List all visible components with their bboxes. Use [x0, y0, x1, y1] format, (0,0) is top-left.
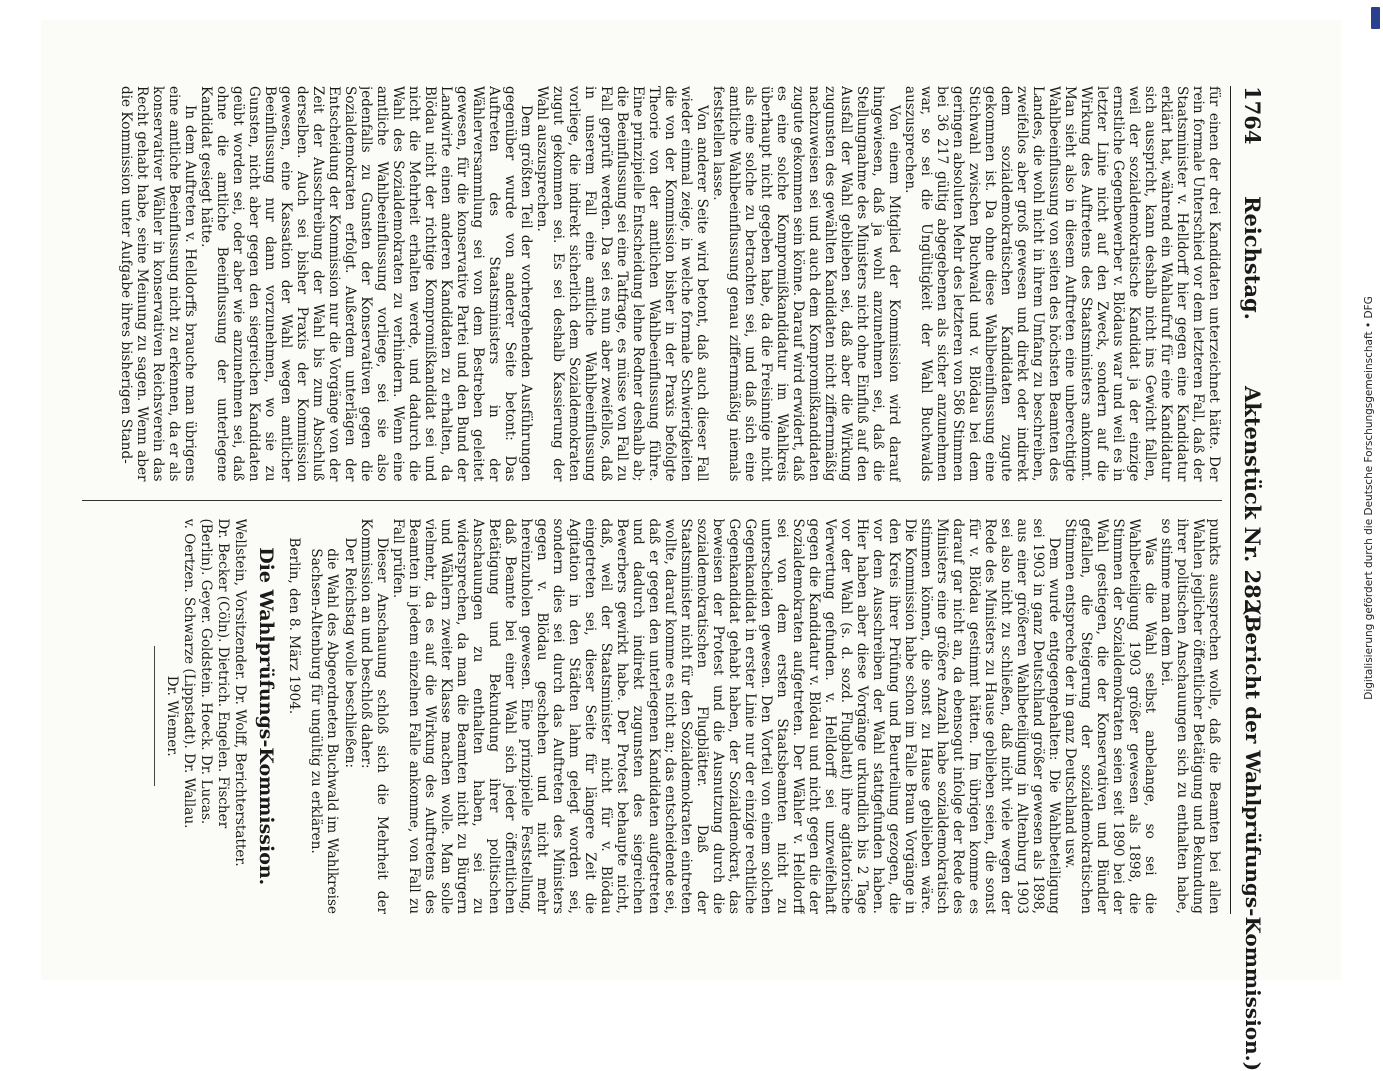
header-reichstag: Reichstag.	[1240, 196, 1265, 320]
signers-list	[163, 519, 248, 915]
paragraph: Dieser Anschauung schloß sich die Mehrheit der Kommission an und beschloß daher:	[358, 518, 390, 914]
text-columns	[82, 86, 1222, 914]
column-left	[82, 86, 1222, 482]
dfg-logo-icon	[1371, 7, 1380, 29]
paragraph: Was die Wahl selbst anbelange, so sei die Wahlbeteiligung 1903 größer gewesen als 1898, die Stimmen der Sozialdemokraten seien seit 1890 bei der Wahl gestiegen, die der Konservativen und Bündler gefallen, die Steigerung der sozialdemokratischen Stimmen entspreche der in ganz Deutschland usw.	[1062, 518, 1158, 914]
column-right	[82, 519, 1222, 915]
signer-line: Dr. Becker (Cöln). Dietrich. Engelen. Fischer	[215, 518, 231, 829]
closing-rule	[154, 646, 155, 786]
paragraph: Dem größten Teil der vorhergehenden Ausführungen gegenüber wurde von anderer Seite betont: Das Auftreten des Staatsministers in der Wählerversammlung sei von dem Bestreben geleitet gewesen, für die konservative Partei und den Bund der Landwirte einen anderen Kandidaten zu erhalten, da Blödau nicht der richtige Kompromißkandidat sei und nicht die Mehrheit erhalten werde, und dadurch die Wahl des Sozialdemokraten zu verhindern. Wenn eine amtliche Wahlbeeinflussung vorliege, sei sie also jedenfalls zu Gunsten der Konservativen gegen die Sozialdemokraten erfolgt. Außerdem unterlägen der Entscheidung der Kommission nur die Vorgänge von der Zeit der Ausschreibung der Wahl bis zum Abschluß derselben. Auch sei bisher Praxis der Kommission gewesen, eine Kassation der Wahl wegen amtlicher Beeinflussung nur dann vorzunehmen, wo sie zu Gunsten, nicht aber gegen den siegreichen Kandidaten geübt worden sei, oder aber wie anzunehmen sei, daß ohne die amtliche Beeinflussung der unterlegene Kandidat gesiegt hätte.	[198, 86, 534, 482]
signer-line: Dr. Wiemer.	[164, 675, 180, 757]
digitization-note: Digitalisierung gefördert durch die Deutsche Forschungsgemeinschaft • DFG	[1363, 296, 1375, 700]
column-divider	[82, 500, 1222, 501]
header-aktenstueck: Aktenstück Nr. 282.	[1240, 386, 1265, 621]
document-page	[41, 20, 1341, 1071]
header-report-title: (Bericht der Wahlprüfungs-Kommission.)	[1241, 606, 1265, 1071]
paragraph: Von anderer Seite wird betont, daß auch dieser Fall wieder einmal zeige, in welche formale Schwierigkeiten die von der Kommission bisher in der Praxis befolgte Theorie von der amtlichen Wahlbeeinflussung führe. Eine prinzipielle Entscheidung lehne Redner deshalb ab; die Beeinflussung sei eine Tatfrage, es müsse von Fall zu Fall geprüft werden. Da sei es nun aber zweifellos, daß in unserem Fall eine amtliche Wahlbeeinflussung vorliege, die indirekt sicherlich dem Sozialdemokraten zugut gekommen sei. Es sei deshalb Kassierung der Wahl auszusprechen.	[534, 86, 710, 482]
signer-line: v. Oertzen. Schwarze (Lippstadt). Dr. Wallau.	[181, 518, 197, 829]
paragraph: Dem wurde entgegengehalten: Die Wahlbeteiligung sei 1903 in ganz Deutschland größer gewesen als 1898, aus einer größeren Wahlbeteiligung in Altenburg 1903 sei also nicht zu schließen, daß nicht viele wegen der Rede des Ministers zu Hause geblieben seien, die sonst für v. Blödau gestimmt hätten. Im übrigen komme es darauf gar nicht an, da ebensogut infolge der Rede des Ministers eine größere Anzahl habe sozialdemokratisch stimmen können, die sonst zu Hause geblieben wäre. Die Kommission habe schon im Falle Braun Vorgänge in den Kreis ihrer Prüfung und Beurteilung gezogen, die vor dem Ausschreiben der Wahl stattgefunden haben. Hier haben aber diese Vorgänge urkundlich bis 2 Tage vor der Wahl (s. d. sozd. Flugblatt) ihre agitatorische Verwertung gefunden. v. Helldorff sei unzweifelhaft gegen die Kandidatur v. Blödau und nicht gegen die der Sozialdemokraten aufgetreten. Der Wähler v. Helldorff sei von dem ersten Staatsbeamten nicht zu unterscheiden gewesen. Den Vorteil von einem solchen Gegenkandidat in erster Linie nur der einzige rechtliche Gegenkandidat gehabt haben, der Sozialdemokrat, das beweisen der Protest und die Ausnutzung durch die sozialdemokratischen Flugblätter. Daß der Staatsminister nicht für den Sozialdemokraten eintreten wollte, darauf komme es nicht an; das entscheidende sei, daß er gegen den unterlegenen Kandidaten aufgetreten und dadurch indirekt zugunsten des siegreichen Bewerbers gewirkt habe. Der Protest behaupte nicht, daß, weil der Staatsminister nicht für v. Blödau eingetreten sei, dieser Seite für längere Zeit die Agitation in den Städten lahm gelegt worden sei, sondern dies sei durch das Auftreten des Ministers gegen v. Blödau geschehen und nicht mehr hereinzuholen gewesen. Eine prinzipielle Feststellung, daß Beamte bei einer Wahl sich jeder öffentlichen Betätigung und Bekundung ihrer politischen Anschauungen zu enthalten haben, sei zu widersprechen, da man die Beamten nicht zu Bürgern und Wählern zweiter Klasse machen wolle. Man solle vielmehr, da es auf die Wirkung des Auftretens des Beamten in jedem einzelnen Falle ankomme, von Fall zu Fall prüfen.	[390, 518, 1062, 914]
page-header	[1230, 86, 1271, 1071]
date-line: Berlin, den 8. März 1904.	[286, 537, 302, 715]
signer-line: (Berlin). Geyer. Goldstein. Hoeck. Dr. Lucas.	[198, 518, 214, 825]
page-number: 1764	[1240, 86, 1265, 145]
commission-heading: Die Wahlprüfungs-Kommission.	[255, 547, 277, 886]
paragraph: In dem Auftreten v. Helldorffs brauche man übrigens eine amtliche Beeinflussung nicht zu erkennen, da er als konservativer Wähler in konservativen Reichsverein das Recht gehabt habe, seine Meinung zu sagen. Wenn aber die Kommission unter Aufgabe ihres bisherigen Stand-	[118, 86, 198, 482]
paragraph: Von einem Mitglied der Kommission wird darauf hingewiesen, daß ja wohl anzunehmen sei, daß die Stellungnahme des Ministers nicht ohne Einfluß auf den Ausfall der Wahl geblieben sei, daß aber die Wirkung zugunsten des gewählten Kandidaten nicht ziffernmäßig nachzuweisen sei und auch dem Kompromißkandidaten zugute gekommen sein könne. Darauf wird erwidert, daß es eine solche Kompromißkandidatur im Wahlkreis überhaupt nicht gegeben habe, da die Freisinnige nicht als eine solche zu betrachten sei, und daß sich eine amtliche Wahlbeeinflussung genau ziffernmäßig niemals feststellen lasse.	[710, 86, 902, 482]
paragraph: punkts aussprechen wolle, daß die Beamten bei allen Wahlen jeglicher öffentlicher Betätigung und Bekundung ihrer politischen Anschauungen sich zu enthalten habe, so stimme man dem bei.	[1158, 518, 1222, 914]
signer-line: Wellstein, Vorsitzender. Dr. Wolff, Berichterstatter.	[232, 518, 248, 867]
resolution-text: die Wahl des Abgeordneten Buchwald im Wahlkreise Sachsen-Altenburg für ungültig zu erklären.	[308, 548, 340, 914]
resolution-intro: Der Reichstag wolle beschließen:	[342, 537, 358, 769]
paragraph: für einen der drei Kandidaten unterzeichnet hätte. Der rein formale Unterschied vor dem letzteren Fall, daß der Staatsminister v. Helldorff hier gegen eine Kandidatur erklärt hat, während ein Wahlaufruf für eine Kandidatur sich ausspricht, kann deshalb nicht ins Gewicht fallen, weil der sozialdemokratische Kandidat ja der einzige ernstliche Gegenbewerber v. Blödaus war und weil es in letzter Linie nicht auf den Zweck, sondern auf die Wirkung des Auftretens des Staatsministers ankommt. Man sieht also in diesem Auftreten eine unberechtigte Wahlbeeinflussung von seiten des höchsten Beamten des Landes, die wohl nicht in ihrem Umfang zu beschreiben, zweifellos aber groß gewesen und direkt oder indirekt dem sozialdemokratischen Kandidaten zugute gekommen ist. Da ohne diese Wahlbeeinflussung eine Stichwahl zwischen Buchwald und v. Blödau bei dem geringen absoluten Mehr des letzteren von 586 Stimmen bei 36 217 gültig abgegebenen als sicher anzunehmen war, so sei die Ungültigkeit der Wahl Buchwalds auszusprechen.	[902, 86, 1222, 482]
